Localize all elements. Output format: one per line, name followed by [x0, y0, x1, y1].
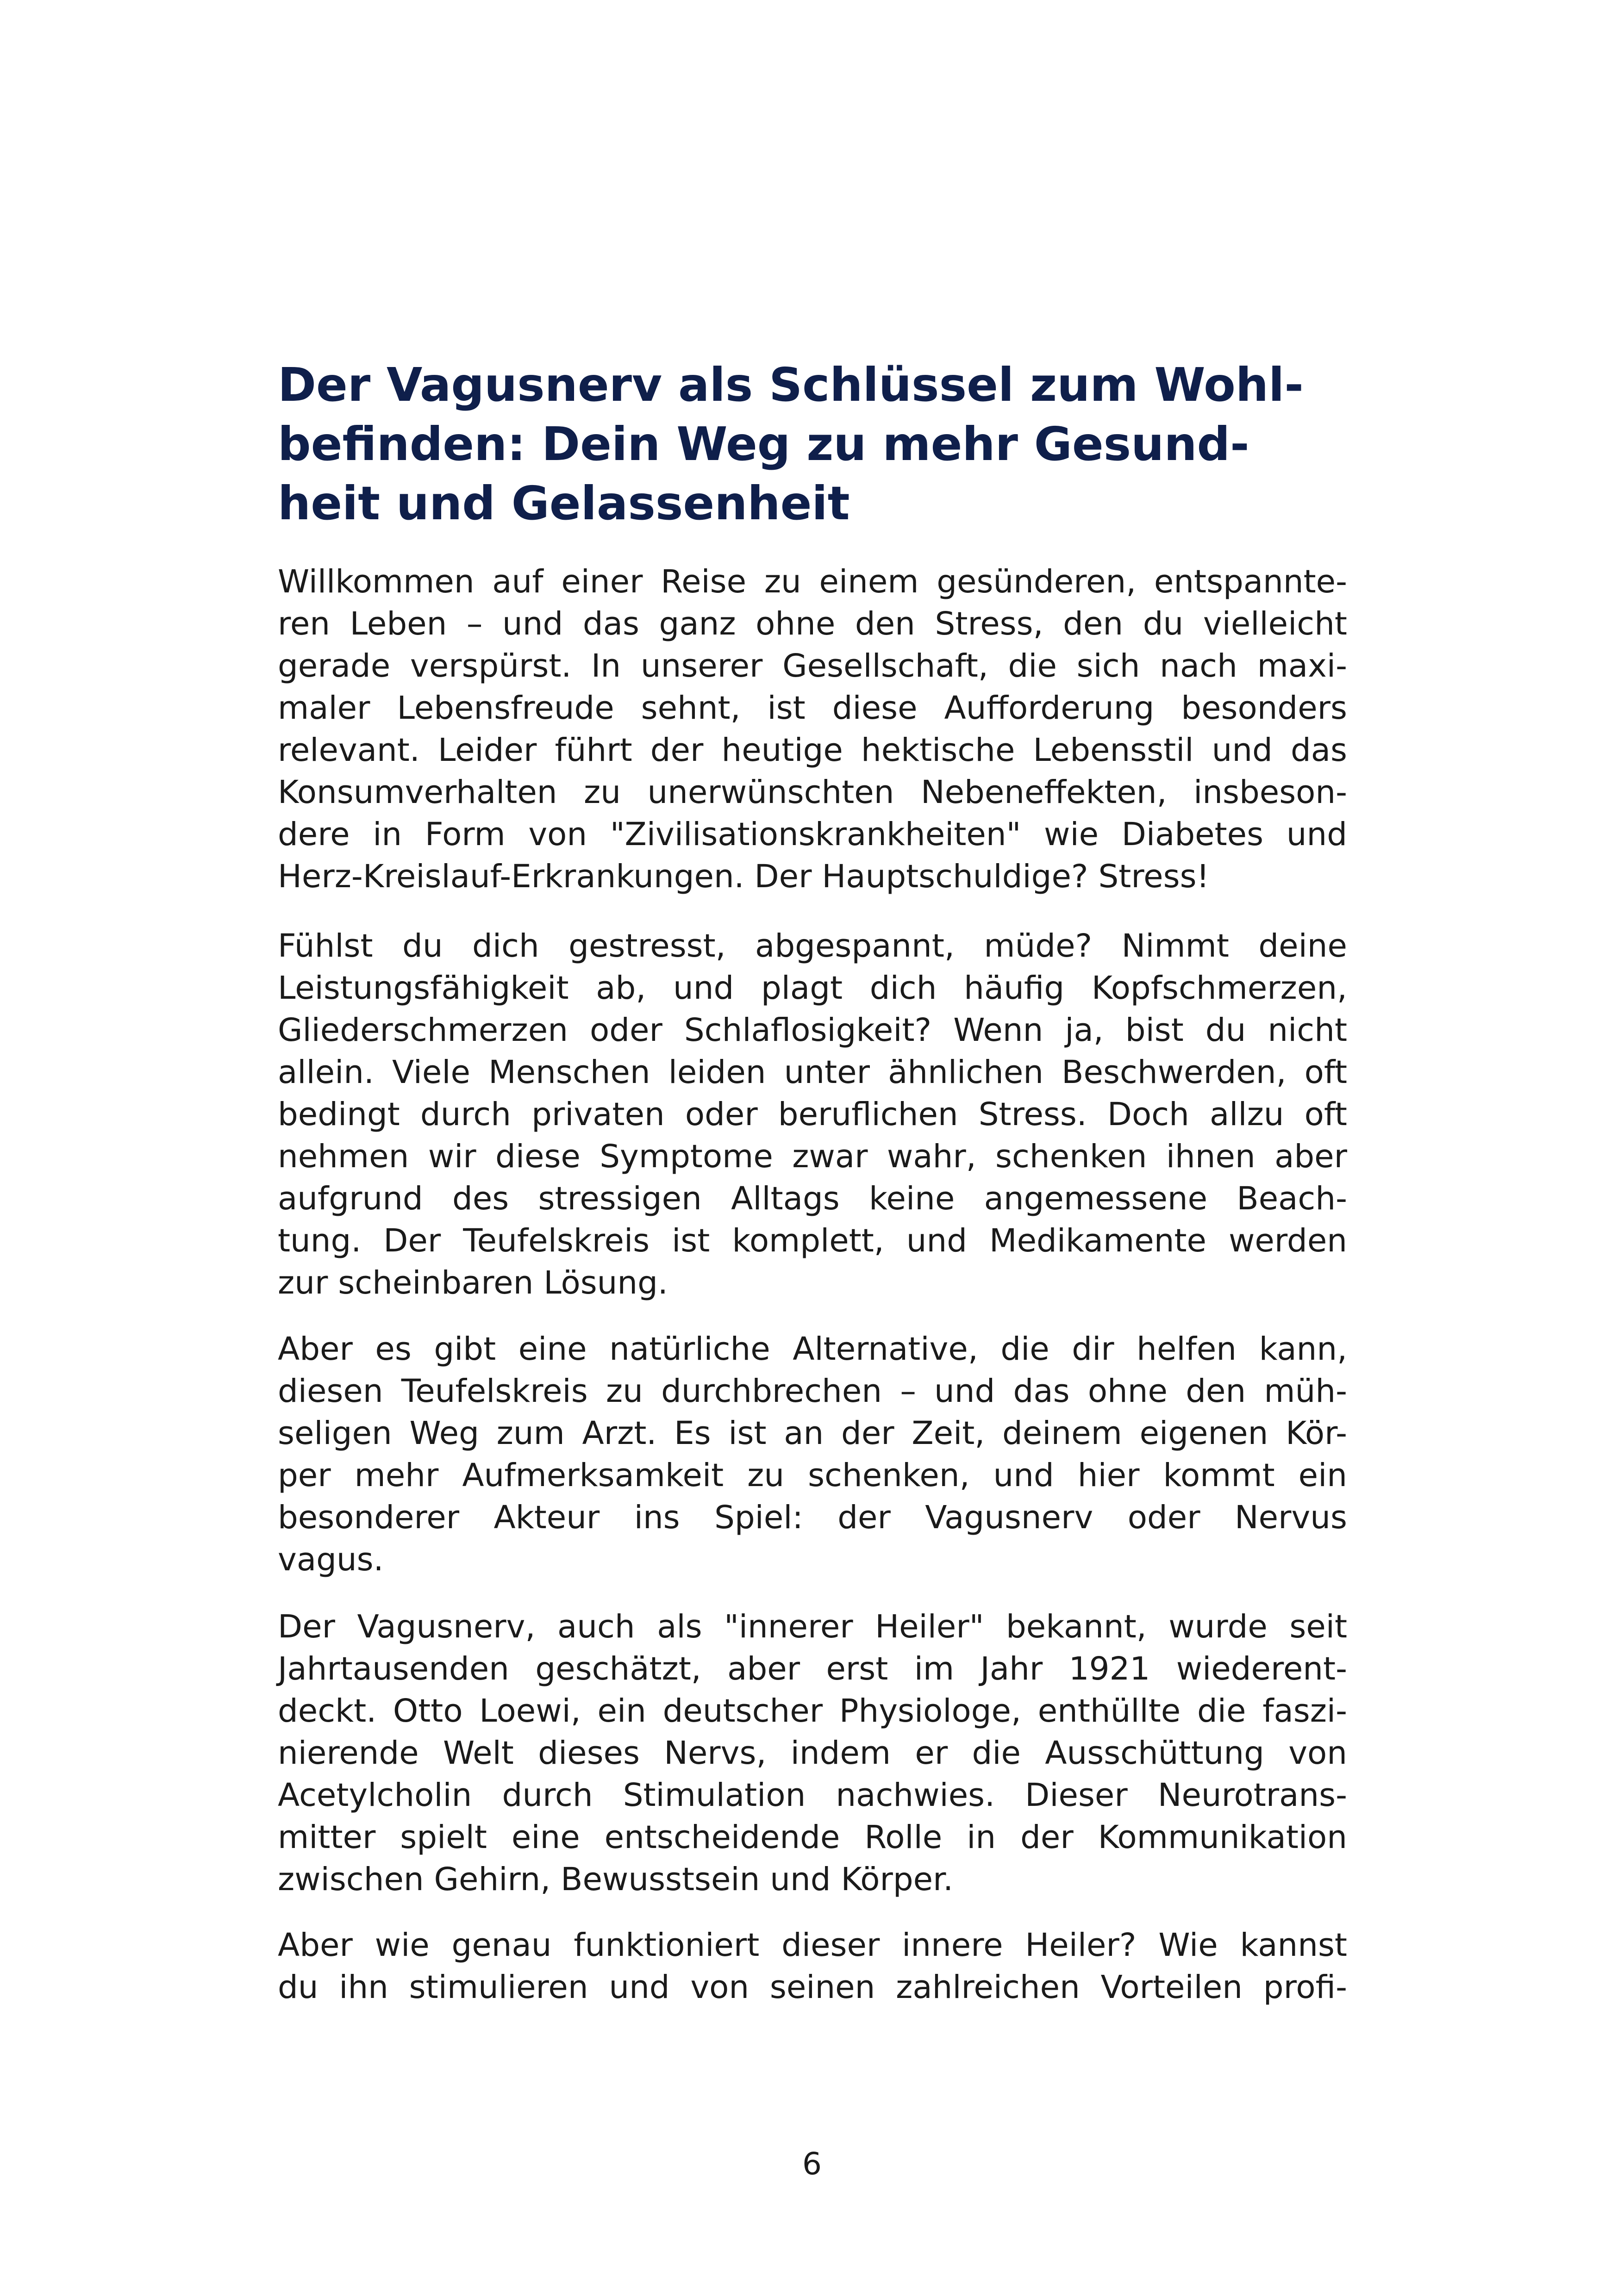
- text-line: bedingt durch privaten oder beruflichen Stress. Doch allzu oft: [278, 1096, 1347, 1133]
- text-line: Acetylcholin durch Stimulation nachwies. Dieser Neurotrans-: [278, 1777, 1347, 1814]
- paragraph-2: [278, 925, 1347, 1304]
- text-line: besonderer Akteur ins Spiel: der Vagusnerv oder Nervus: [278, 1499, 1347, 1536]
- text-line: mitter spielt eine entscheidende Rolle in der Kommunikation: [278, 1819, 1347, 1856]
- text-line: relevant. Leider führt der heutige hektische Lebensstil und das: [278, 732, 1347, 769]
- paragraph-3: [278, 1328, 1347, 1581]
- text-line: nierende Welt dieses Nervs, indem er die Ausschüttung von: [278, 1735, 1347, 1772]
- page-number: 6: [802, 2146, 822, 2182]
- text-line: Der Vagusnerv, auch als "innerer Heiler" bekannt, wurde seit: [278, 1608, 1347, 1645]
- text-line: Fühlst du dich gestresst, abgespannt, müde? Nimmt deine: [278, 927, 1347, 964]
- text-line: seligen Weg zum Arzt. Es ist an der Zeit, deinem eigenen Kör-: [278, 1415, 1347, 1452]
- text-line: diesen Teufelskreis zu durchbrechen – und das ohne den müh-: [278, 1373, 1347, 1410]
- text-line: Aber es gibt eine natürliche Alternative, die dir helfen kann,: [278, 1331, 1347, 1368]
- text-line: deckt. Otto Loewi, ein deutscher Physiologe, enthüllte die faszi-: [278, 1692, 1347, 1730]
- text-line: zwischen Gehirn, Bewusstsein und Körper.: [278, 1861, 954, 1898]
- text-line: du ihn stimulieren und von seinen zahlreichen Vorteilen profi-: [278, 1969, 1347, 2006]
- text-line: tung. Der Teufelskreis ist komplett, und Medikamente werden: [278, 1222, 1347, 1259]
- text-line: Konsumverhalten zu unerwünschten Nebeneffekten, insbeson-: [278, 774, 1347, 811]
- chapter-heading: [278, 355, 1343, 533]
- text-line: zur scheinbaren Lösung.: [278, 1264, 668, 1301]
- paragraph-1: [278, 561, 1347, 898]
- text-line: per mehr Aufmerksamkeit zu schenken, und hier kommt ein: [278, 1457, 1347, 1494]
- text-line: maler Lebensfreude sehnt, ist diese Aufforderung besonders: [278, 690, 1347, 727]
- text-line: Aber wie genau funktioniert dieser innere Heiler? Wie kannst: [278, 1927, 1347, 1964]
- text-line: Herz-Kreislauf-Erkrankungen. Der Hauptschuldige? Stress!: [278, 858, 1210, 895]
- text-line: vagus.: [278, 1541, 384, 1578]
- heading-line: befinden: Dein Weg zu mehr Gesund-: [278, 417, 1249, 471]
- text-line: Willkommen auf einer Reise zu einem gesünderen, entspannte-: [278, 563, 1347, 600]
- text-line: Leistungsfähigkeit ab, und plagt dich häufig Kopfschmerzen,: [278, 970, 1347, 1007]
- text-line: ren Leben – und das ganz ohne den Stress, den du vielleicht: [278, 605, 1347, 642]
- paragraph-4: [278, 1606, 1347, 1901]
- text-line: gerade verspürst. In unserer Gesellschaft, die sich nach maxi-: [278, 647, 1347, 684]
- text-line: Gliederschmerzen oder Schlaflosigkeit? Wenn ja, bist du nicht: [278, 1012, 1347, 1049]
- heading-line: heit und Gelassenheit: [278, 476, 850, 530]
- text-line: aufgrund des stressigen Alltags keine angemessene Beach-: [278, 1180, 1347, 1217]
- text-line: nehmen wir diese Symptome zwar wahr, schenken ihnen aber: [278, 1138, 1347, 1175]
- text-line: allein. Viele Menschen leiden unter ähnlichen Beschwerden, oft: [278, 1054, 1347, 1091]
- paragraph-5: [278, 1924, 1347, 2009]
- text-line: Jahrtausenden geschätzt, aber erst im Jahr 1921 wiederent-: [278, 1650, 1347, 1687]
- heading-line: Der Vagusnerv als Schlüssel zum Wohl-: [278, 358, 1304, 412]
- text-line: dere in Form von "Zivilisationskrankheiten" wie Diabetes und: [278, 816, 1347, 853]
